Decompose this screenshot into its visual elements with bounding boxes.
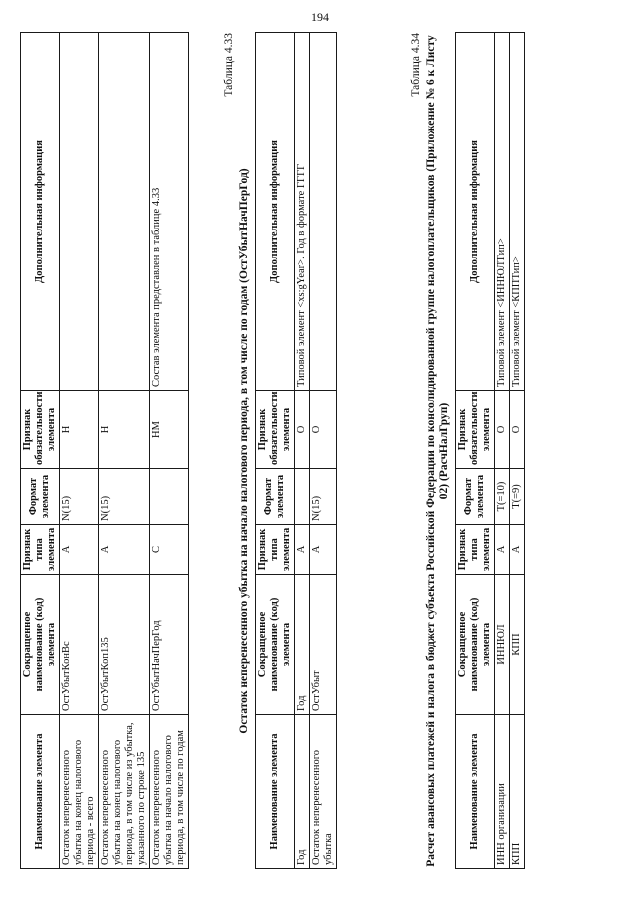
table-cell: [60, 33, 99, 391]
table-cell: N(15): [60, 469, 99, 525]
table-cell: О: [510, 391, 525, 469]
column-header: Формат элемента: [456, 469, 495, 525]
table-row: [310, 33, 337, 869]
column-header: Признак типа элемента: [256, 525, 295, 575]
table-cell: Год: [295, 575, 310, 715]
table-cell: А: [60, 525, 99, 575]
table-row: [495, 33, 510, 869]
column-header: Дополнительная информация: [256, 33, 295, 391]
column-header: Наименование элемента: [256, 715, 295, 869]
table-cell: Остаток неперенесенного убытка на конец налогового периода, в том числе из убытка, указанного по строке 135: [99, 715, 150, 869]
table-4-34: [455, 32, 525, 869]
column-header: Признак обязательности элемента: [256, 391, 295, 469]
column-header: Признак типа элемента: [21, 525, 60, 575]
table-cell: N(15): [310, 469, 337, 525]
table-row: [60, 33, 99, 869]
column-header: Формат элемента: [256, 469, 295, 525]
table-cell: О: [310, 391, 337, 469]
table-cell: [295, 469, 310, 525]
table-cell: [99, 33, 150, 391]
column-header: Сокращенное наименование (код) элемента: [21, 575, 60, 715]
table-cell: НМ: [150, 391, 189, 469]
table-cell: О: [295, 391, 310, 469]
table-cell: Н: [99, 391, 150, 469]
table-cell: Остаток неперенесенного убытка на конец налогового периода - всего: [60, 715, 99, 869]
column-header: Наименование элемента: [456, 715, 495, 869]
table-continuation-block: [20, 33, 189, 869]
table-row: [295, 33, 310, 869]
table-cell: О: [495, 391, 510, 469]
table-4-33-block: [223, 33, 337, 869]
table-title: Остаток неперенесенного убытка на начало налогового периода, в том числе по годам (ОстУбытНачПерГод): [238, 168, 250, 734]
table-cell: ИННЮЛ: [495, 575, 510, 715]
table-row: [99, 33, 150, 869]
table-cell: ОстУбытНачПерГод: [150, 575, 189, 715]
table-4-34-block: [410, 33, 525, 869]
column-header: Формат элемента: [21, 469, 60, 525]
table-cell: А: [495, 525, 510, 575]
column-header: Сокращенное наименование (код) элемента: [456, 575, 495, 715]
column-header: Признак обязательности элемента: [456, 391, 495, 469]
column-header: Наименование элемента: [21, 715, 60, 869]
table-cell: ОстУбыт: [310, 575, 337, 715]
table-cell: КПП: [510, 715, 525, 869]
table-cell: А: [310, 525, 337, 575]
table-cell: Состав элемента представлен в таблице 4.33: [150, 33, 189, 391]
table-cell: ИНН организации: [495, 715, 510, 869]
table-cell: N(15): [99, 469, 150, 525]
table-cell: T(=9): [510, 469, 525, 525]
table-header-row: [456, 33, 495, 869]
table-header-row: [21, 33, 60, 869]
table-row: [510, 33, 525, 869]
table-cell: Типовой элемент <КППТип>: [510, 33, 525, 391]
table-cell: А: [510, 525, 525, 575]
column-header: Признак обязательности элемента: [21, 391, 60, 469]
table-label: Таблица 4.34: [410, 33, 422, 97]
table-label: Таблица 4.33: [223, 33, 235, 97]
table-cell: Остаток неперенесенного убытка: [310, 715, 337, 869]
table-row: [150, 33, 189, 869]
table-cell: ОстУбытКонВс: [60, 575, 99, 715]
table-cell: Остаток неперенесенного убытка на начало налогового периода, в том числе по годам: [150, 715, 189, 869]
column-header: Дополнительная информация: [21, 33, 60, 391]
table-cell: А: [295, 525, 310, 575]
table-4-33: [255, 32, 337, 869]
table-cell: [150, 469, 189, 525]
column-header: Дополнительная информация: [456, 33, 495, 391]
table-cell: Типовой элемент <ИННЮЛТип>: [495, 33, 510, 391]
table-cell: Н: [60, 391, 99, 469]
page-number: 194: [311, 10, 329, 24]
table-cell: С: [150, 525, 189, 575]
table-continuation: [20, 32, 189, 869]
table-cell: А: [99, 525, 150, 575]
column-header: Сокращенное наименование (код) элемента: [256, 575, 295, 715]
table-title: Расчет авансовых платежей и налога в бюджет субъекта Российской Федерации по консолидированной группе налогоплательщиков (Приложение № 6 к Листу 02) (РасчНалГруп): [425, 35, 450, 867]
table-header-row: [256, 33, 295, 869]
table-cell: [310, 33, 337, 391]
table-cell: T(=10): [495, 469, 510, 525]
table-cell: ОстУбытКоп135: [99, 575, 150, 715]
table-cell: Типовой элемент <xs:gYear>. Год в формате ГГГГ: [295, 33, 310, 391]
table-cell: Год: [295, 715, 310, 869]
column-header: Признак типа элемента: [456, 525, 495, 575]
table-cell: КПП: [510, 575, 525, 715]
